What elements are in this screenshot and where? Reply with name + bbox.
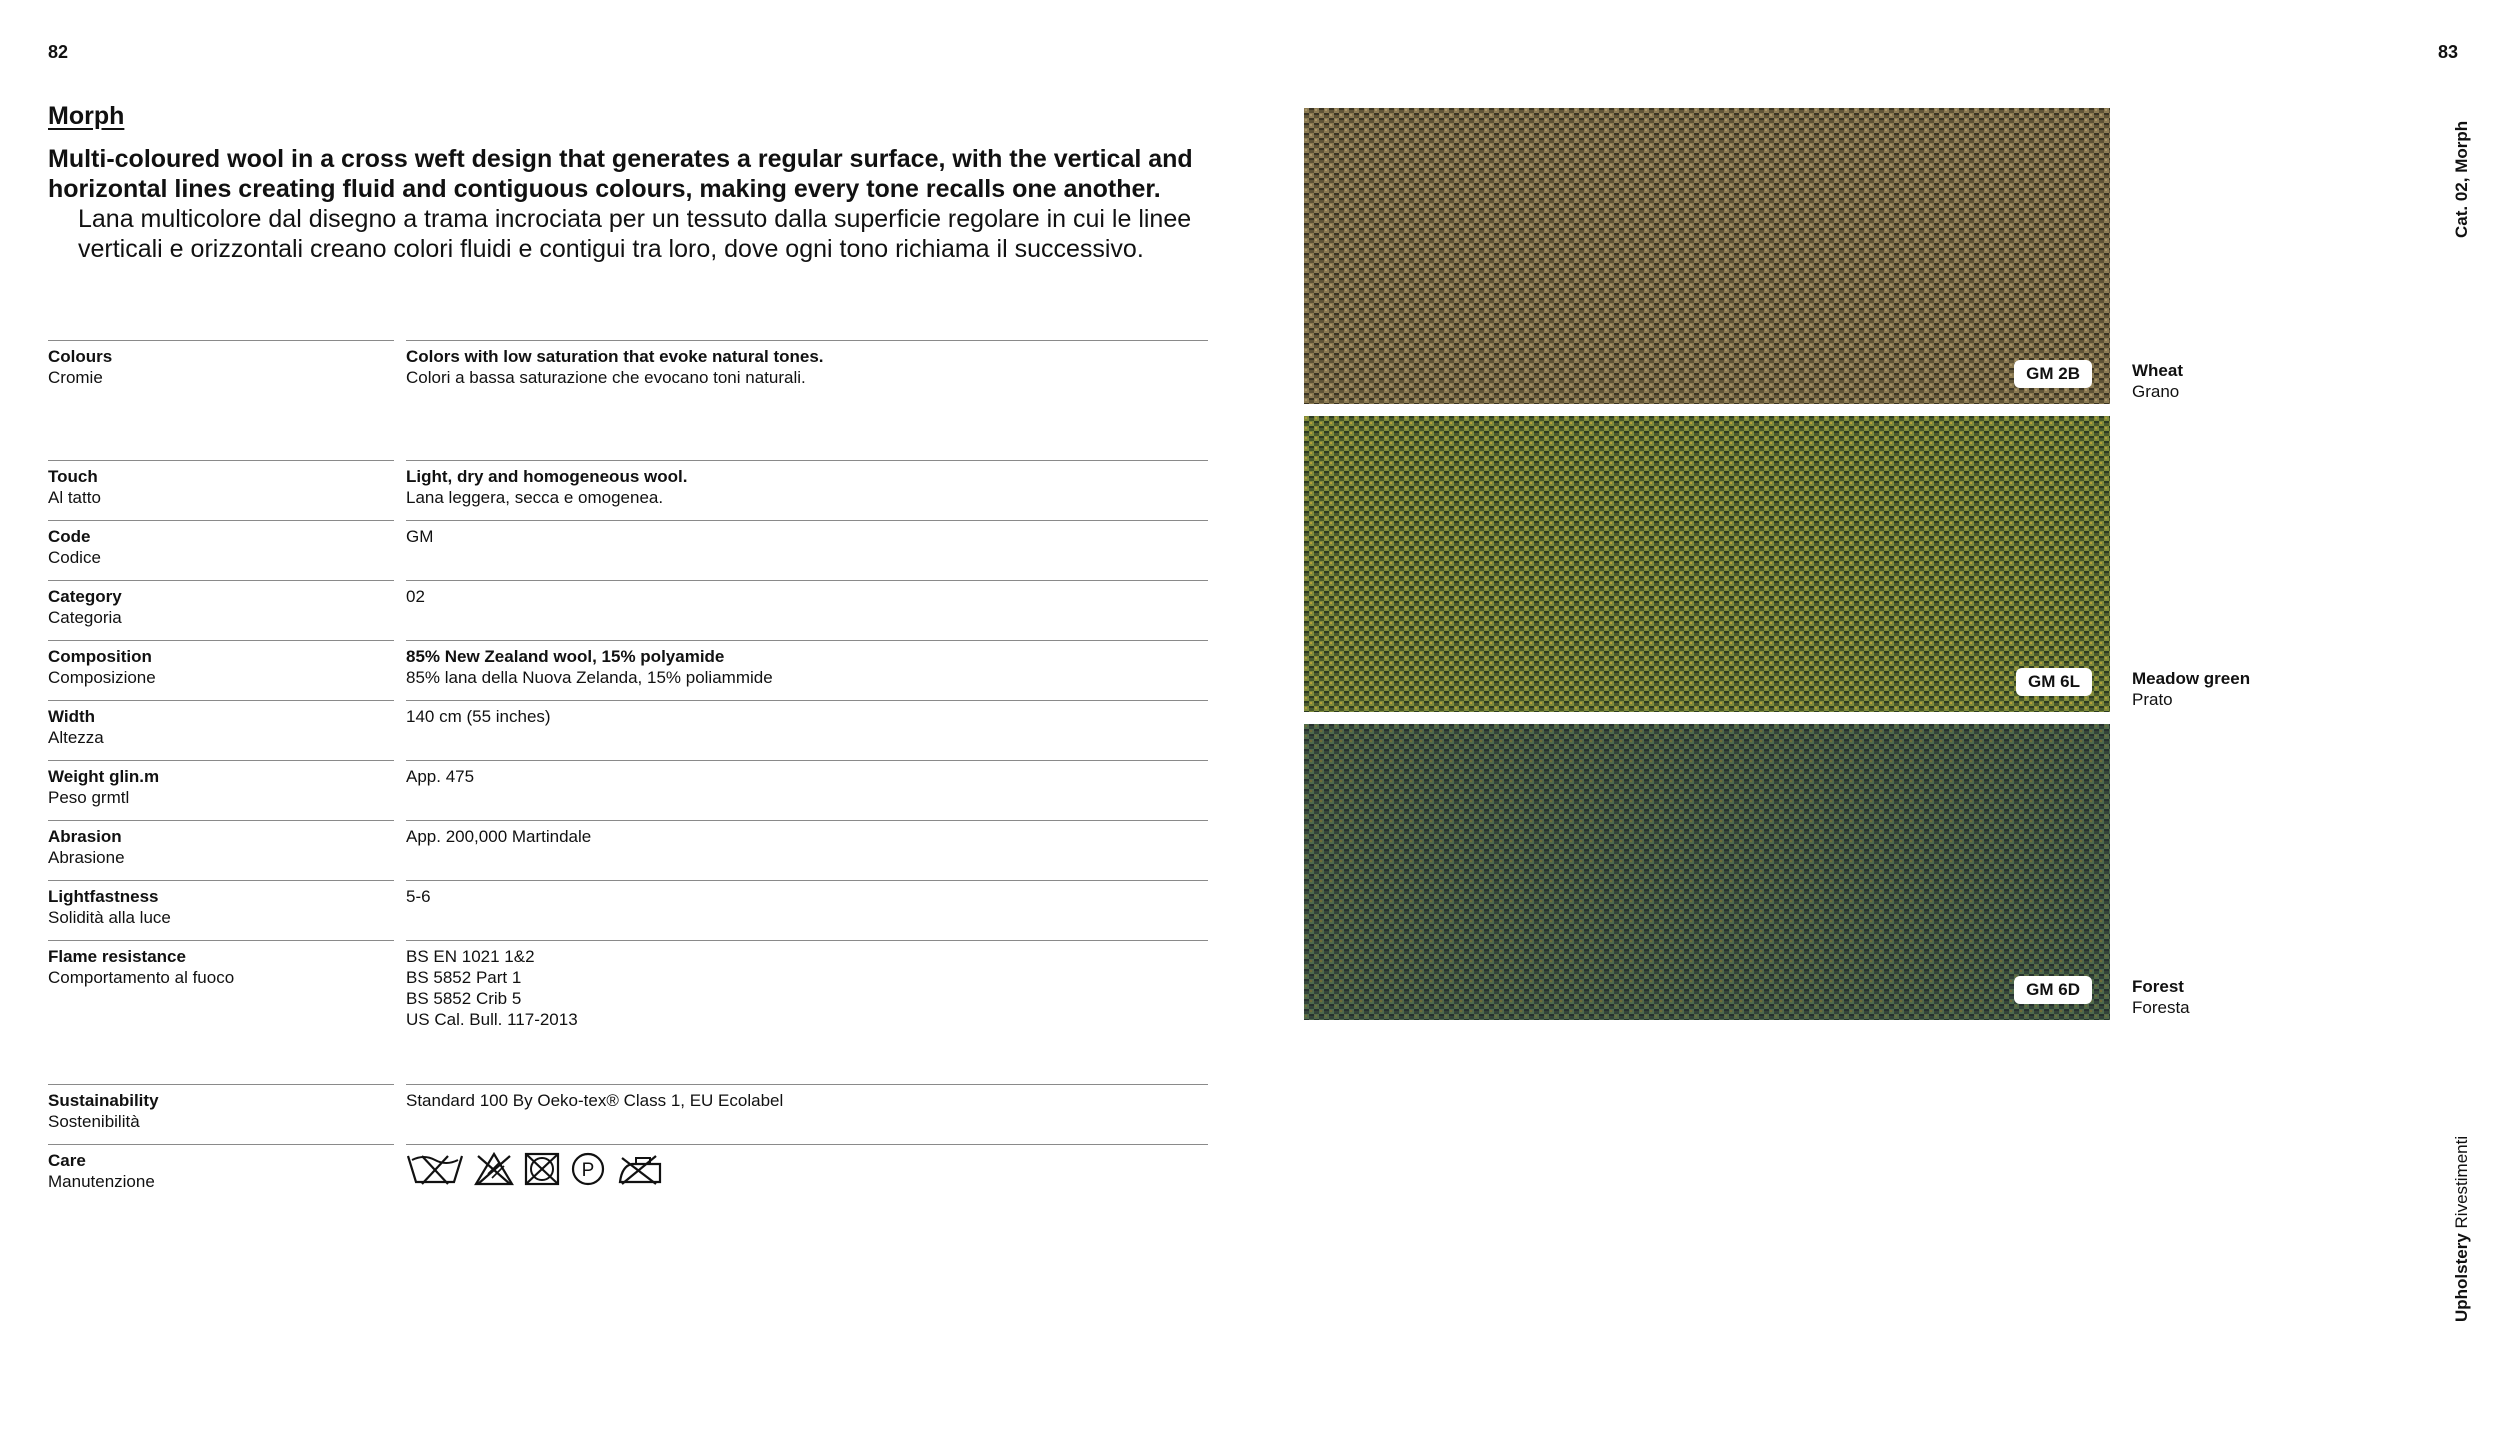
- swatch-code-badge: GM 2B: [2014, 360, 2092, 388]
- dry-clean-p-icon: [570, 1152, 606, 1186]
- spec-label-it: Manutenzione: [48, 1172, 155, 1191]
- spec-label-it: Composizione: [48, 668, 156, 687]
- spec-label-it: Al tatto: [48, 488, 101, 507]
- section-label-bold: Upholstery: [2452, 1233, 2471, 1322]
- swatch-name-wheat: [2132, 360, 2183, 402]
- spec-label-it: Peso grmtl: [48, 788, 130, 807]
- flame-standard: US Cal. Bull. 117-2013: [406, 1010, 578, 1029]
- care-icons: [406, 1152, 662, 1186]
- spec-label-it: Altezza: [48, 728, 104, 747]
- page-number-left: 82: [48, 42, 69, 62]
- spec-value: App. 200,000 Martindale: [406, 827, 592, 846]
- spec-value-it: Colori a bassa saturazione che evocano toni naturali.: [406, 368, 806, 387]
- spec-value: 5-6: [406, 887, 431, 906]
- spec-label-it: Cromie: [48, 368, 103, 387]
- swatch-name-it: Prato: [2132, 690, 2173, 709]
- spec-label: Weight glin.m: [48, 767, 160, 786]
- spec-label: Category: [48, 587, 122, 606]
- flame-standard: BS 5852 Part 1: [406, 968, 522, 987]
- spec-label: Colours: [48, 347, 113, 366]
- spec-value: Light, dry and homogeneous wool.: [406, 467, 688, 486]
- do-not-wash-icon: [406, 1152, 464, 1186]
- swatch-name-forest: [2132, 976, 2190, 1018]
- spec-value: 85% New Zealand wool, 15% polyamide: [406, 647, 725, 666]
- section-side-label: [2452, 1136, 2472, 1322]
- flame-standard: BS 5852 Crib 5: [406, 989, 522, 1008]
- lead-english: Multi-coloured wool in a cross weft design that generates a regular surface, with the vertical and horizontal lines creating fluid and contiguous colours, making every tone recalls one another.: [48, 145, 1193, 203]
- spec-value: 140 cm (55 inches): [406, 707, 551, 726]
- spec-label: Width: [48, 707, 96, 726]
- spec-label: Code: [48, 527, 91, 546]
- do-not-bleach-icon: [474, 1152, 514, 1186]
- swatch-forest: [1304, 724, 2110, 1020]
- spec-value: 02: [406, 587, 425, 606]
- category-side-label: Cat. 02, Morph: [2452, 120, 2471, 238]
- swatch-wheat: [1304, 108, 2110, 404]
- spec-label: Touch: [48, 467, 98, 486]
- swatch-name-it: Grano: [2132, 382, 2180, 401]
- spec-label-it: Comportamento al fuoco: [48, 968, 235, 987]
- spec-label-it: Sostenibilità: [48, 1112, 140, 1131]
- product-title: Morph: [48, 102, 125, 130]
- spec-label: Flame resistance: [48, 947, 186, 966]
- swatch-code-badge: GM 6L: [2016, 668, 2092, 696]
- spec-label: Composition: [48, 647, 152, 666]
- swatch-name-it: Foresta: [2132, 998, 2190, 1017]
- section-label-regular: Rivestimenti: [2452, 1135, 2471, 1229]
- page-number-right: 83: [2438, 42, 2459, 62]
- fabric-texture: [1304, 416, 2110, 712]
- spec-label: Lightfastness: [48, 887, 159, 906]
- swatch-name-en: Wheat: [2132, 361, 2183, 380]
- spec-label: Care: [48, 1151, 86, 1170]
- do-not-iron-icon: [616, 1152, 662, 1186]
- swatch-name-en: Forest: [2132, 977, 2184, 996]
- lead-italian: Lana multicolore dal disegno a trama incrociata per un tessuto dalla superficie regolare in cui le linee verticali e orizzontali creano colori fluidi e contigui tra loro, dove ogni tono richiama il successivo.: [78, 205, 1192, 263]
- flame-standard: BS EN 1021 1&2: [406, 947, 535, 966]
- spec-label: Abrasion: [48, 827, 122, 846]
- do-not-tumble-dry-icon: [524, 1152, 560, 1186]
- spec-label-it: Categoria: [48, 608, 122, 627]
- spec-value: App. 475: [406, 767, 475, 786]
- spec-label-it: Solidità alla luce: [48, 908, 171, 927]
- spec-value: Standard 100 By Oeko-tex® Class 1, EU Ecolabel: [406, 1091, 784, 1110]
- spec-value: GM: [406, 527, 434, 546]
- swatch-meadow-green: [1304, 416, 2110, 712]
- fabric-texture: [1304, 724, 2110, 1020]
- dry-clean-letter: P: [581, 1160, 595, 1181]
- spec-label-it: Codice: [48, 548, 101, 567]
- spec-value-it: Lana leggera, secca e omogenea.: [406, 488, 664, 507]
- swatch-name-meadow-green: [2132, 668, 2250, 710]
- spec-value: Colors with low saturation that evoke natural tones.: [406, 347, 824, 366]
- swatch-name-en: Meadow green: [2132, 669, 2251, 688]
- spec-label: Sustainability: [48, 1091, 159, 1110]
- fabric-texture: [1304, 108, 2110, 404]
- spec-label-it: Abrasione: [48, 848, 125, 867]
- swatch-code-badge: GM 6D: [2014, 976, 2092, 1004]
- spec-value-it: 85% lana della Nuova Zelanda, 15% poliammide: [406, 668, 773, 687]
